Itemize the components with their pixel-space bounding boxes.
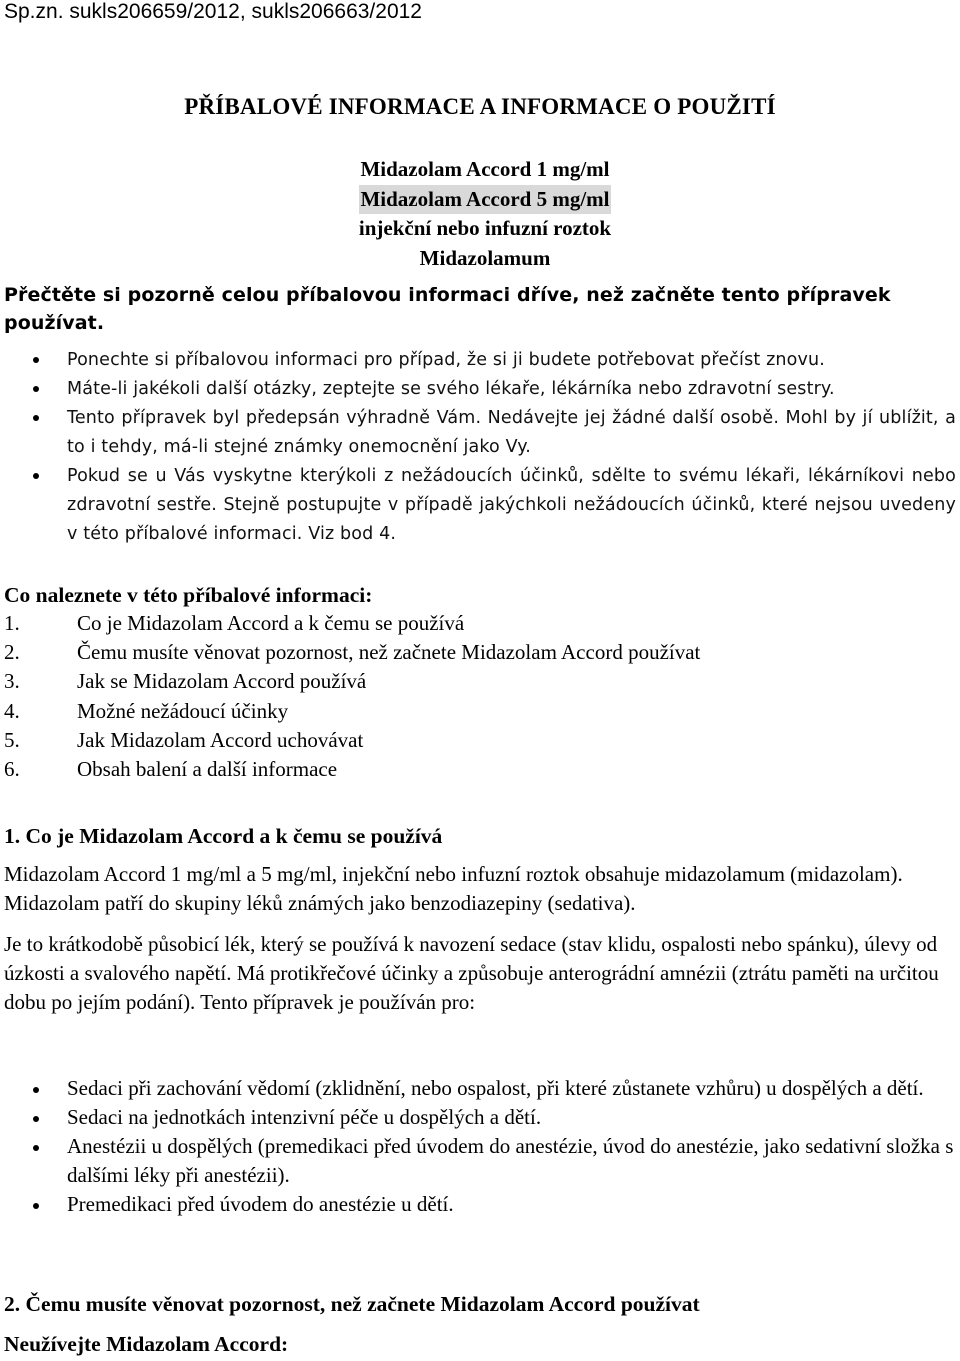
list-item-text: Tento přípravek byl předepsán výhradně Vám. Nedávejte jej žádné další osobě. Mohl by jí ublížit, a to i tehdy, má-li stejné známky onemocnění jako Vy.	[67, 408, 956, 457]
list-item-text: Ponechte si příbalovou informaci pro případ, že si ji budete potřebovat přečíst znovu.	[67, 350, 825, 370]
list-item-text: Premedikaci před úvodem do anestézie u dětí.	[67, 1192, 454, 1216]
toc-text: Jak Midazolam Accord uchovávat	[77, 727, 364, 752]
toc-item	[4, 638, 700, 667]
list-item	[0, 375, 960, 404]
product-name-block	[0, 155, 960, 273]
list-item	[0, 1132, 960, 1190]
toc-item	[4, 755, 700, 784]
toc-number: 3.	[4, 669, 20, 694]
product-line-2-highlighted: Midazolam Accord 5 mg/ml	[359, 185, 610, 215]
toc-text: Co je Midazolam Accord a k čemu se používá	[77, 611, 465, 635]
toc-number: 1.	[4, 611, 20, 635]
toc-number: 6.	[4, 757, 20, 782]
list-item	[0, 1074, 960, 1103]
section-1-paragraph-1: Midazolam Accord 1 mg/ml a 5 mg/ml, injekční nebo infuzní roztok obsahuje midazolamum (midazolam). Midazolam patří do skupiny léků známých jako benzodiazepiny (sedativa).	[4, 862, 903, 916]
bullet-icon	[30, 346, 42, 375]
uses-bullet-list	[0, 1074, 960, 1219]
intro-instruction: Přečtěte si pozorně celou příbalovou informaci dříve, než začněte tento přípravek používat.	[4, 284, 891, 334]
toc-text: Možné nežádoucí účinky	[77, 698, 289, 723]
list-item-text: Anestézii u dospělých (premedikaci před úvodem do anestézie, úvod do anestézie, jako sedativní složka s dalšími léky při anestézii).	[67, 1134, 954, 1187]
product-line-4: Midazolamum	[419, 245, 551, 270]
bullet-icon	[30, 404, 42, 433]
list-item	[0, 404, 960, 462]
table-of-contents	[4, 609, 700, 784]
reference-number: Sp.zn. sukls206659/2012, sukls206663/2012	[4, 0, 422, 23]
list-item	[0, 1103, 960, 1132]
toc-number: 5.	[4, 727, 20, 752]
bullet-icon	[30, 1103, 42, 1132]
list-item-text: Máte-li jakékoli další otázky, zeptejte se svého lékaře, lékárníka nebo zdravotní sestry.	[67, 379, 835, 399]
list-item	[0, 1190, 960, 1219]
toc-item	[4, 609, 700, 638]
list-item	[0, 462, 960, 549]
toc-heading: Co naleznete v této příbalové informaci:	[4, 583, 373, 607]
list-item	[0, 346, 960, 375]
bullet-icon	[30, 1190, 42, 1219]
section-2-heading: 2. Čemu musíte věnovat pozornost, než začnete Midazolam Accord používat	[4, 1292, 700, 1316]
bullet-icon	[30, 375, 42, 404]
list-item-text: Sedaci na jednotkách intenzivní péče u dospělých a dětí.	[67, 1105, 542, 1129]
bullet-icon	[30, 462, 42, 491]
product-line-1: Midazolam Accord 1 mg/ml	[360, 157, 610, 181]
document-title: PŘÍBALOVÉ INFORMACE A INFORMACE O POUŽITÍ	[184, 94, 776, 119]
section-2-subheading: Neužívejte Midazolam Accord:	[4, 1332, 289, 1356]
list-item-text: Sedaci při zachování vědomí (zklidnění, nebo ospalost, při které zůstanete vzhůru) u dospělých a dětí.	[67, 1076, 924, 1100]
section-1-paragraph-2: Je to krátkodobě působicí lék, který se používá k navození sedace (stav klidu, ospalosti nebo spánku), úlevy od úzkosti a svalového napětí. Má protikřečové účinky a způsobuje anterográdní amnézii (ztrátu paměti na určitou dobu po jejím podání). Tento přípravek je používán pro:	[4, 932, 939, 1015]
toc-item	[4, 667, 700, 696]
product-line-3: injekční nebo infuzní roztok	[358, 216, 612, 240]
list-item-text: Pokud se u Vás vyskytne kterýkoli z nežádoucích účinků, sdělte to svému lékaři, lékárníkovi nebo zdravotní sestře. Stejně postupujte v případě jakýchkoli nežádoucích účinků, které nejsou uvedeny v této příbalové informaci. Viz bod 4.	[67, 466, 956, 544]
toc-number: 4.	[4, 698, 20, 723]
toc-item	[4, 726, 700, 755]
toc-item	[4, 697, 700, 726]
toc-text: Čemu musíte věnovat pozornost, než začnete Midazolam Accord používat	[77, 640, 701, 665]
toc-text: Obsah balení a další informace	[77, 757, 338, 782]
toc-number: 2.	[4, 640, 20, 665]
bullet-icon	[30, 1132, 42, 1161]
toc-text: Jak se Midazolam Accord používá	[77, 669, 367, 694]
bullet-icon	[30, 1074, 42, 1103]
intro-bullet-list	[0, 346, 960, 549]
section-1-heading: 1. Co je Midazolam Accord a k čemu se používá	[4, 824, 443, 848]
